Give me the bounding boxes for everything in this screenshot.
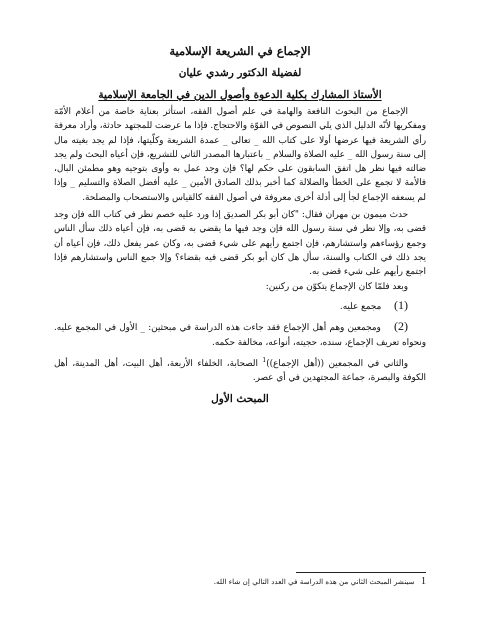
second-study-text-b: الصحابة، الخلفاء الأربعة، أهل البيت، أهل المدينة، أهل الكوفة والبصرة، جماعة المجتهدين في أي عصر.	[54, 358, 426, 384]
author-line: لفضيلة الدكتور رشدي عليان	[178, 67, 302, 79]
quote-text: "كان أبو بكر الصديق إذا ورد عليه خصم نظر في كتاب الله فإن وجد قضى به، وإلا نظر في سنة رسول الله فإن وجد فيها ما يقضي به قضى به، فإن أعياه ذلك سأل الناس وجمع رؤساءهم واستشارهم، فإن اجتمع رأيهم على شيء قضى به، وكان عمر يفعل ذلك، فإن أعياه أن يجد ذلك في الكتاب والسنة، سأل هل كان أبو بكر قضى فيه بقضاء؟ وإلا جمع الناس واستشارهم فإذا اجتمع رأيهم على شيء قضى به.	[54, 210, 426, 278]
paragraph-second-study	[54, 354, 426, 386]
quote-intro: حدث ميمون بن مهران فقال:	[301, 210, 409, 221]
pillar-item-2-number: (2)	[394, 318, 408, 333]
section-heading: المبحث الأول	[211, 393, 269, 406]
footnote-divider	[296, 572, 426, 573]
pillar-item-2	[54, 319, 426, 351]
affiliation-line: الأستاذ المشارك بكلية الدعوة وأصول الدين في الجامعة الإسلامية	[98, 89, 382, 101]
document-page	[54, 44, 426, 604]
document-title: الإجماع في الشريعة الإسلامية	[169, 44, 311, 58]
pillar-item-2-text: ومجمعين وهم أهل الإجماع فقد جاءت هذه الدراسة في مبحثين: _ الأول في المجمع عليه. ونحواه تعريف الإجماع، سنده، حجيته، أنواعه، مخالفة حكمه.	[54, 322, 426, 348]
footnote-number: 1	[421, 576, 426, 587]
pillar-item-1	[54, 298, 426, 315]
paragraph-pillars: وبعد فلمّا كان الإجماع يتكوّن من ركنين:	[265, 281, 408, 292]
pillar-item-1-text: مجمع عليه.	[339, 301, 382, 312]
footnote-reference[interactable]: 1	[262, 356, 267, 364]
footnote	[54, 576, 426, 587]
paragraph-quote	[54, 208, 426, 279]
pillar-item-1-number: (1)	[394, 297, 408, 312]
second-study-text-a: والثاني في المجمعين ((أهل الإجماع))	[266, 358, 408, 369]
paragraph-intro: الإجماع من البحوث النافعة والهامة في علم أصول الفقه، استأثر بعناية خاصة من أعلام الأمّة ومفكريها لأنّه الدليل الذي يلي النصوص في القوّة والاحتجاج. فإذا ما عرضت للمجتهد حادثة، وأراد معرفة رأي الشريعة فيها عرضها أولا على كتاب الله _ تعالى _ عمدة الشريعة وكلّيتها، فإذا لم يجد بغيته مال إلى سنة رسول الله _ عليه الصلاة والسلام _ باعتبارها المصدر الثاني للتشريع، فإن أعياه البحث ولم يجد ضالته فيها نظر هل اتفق السابقون على حكم لها؟ فإن وجد عمل به وأوى بتوجيه وهو مطمئن البال، فالأمة لا تجمع على الخطأ والضلالة كما أخبر بذلك الصادق الأمين _ عليه أفضل الصلاة والتسليم _ وإذا لم يسعفه الإجماع لجأ إلى أدلة أخرى معروفة في أصول الفقه كالقياس والاستصحاب والمصلحة.	[54, 107, 426, 203]
footnote-text: سينشر المبحث الثاني من هذه الدراسة في العدد التالي إن شاء الله.	[213, 577, 415, 586]
